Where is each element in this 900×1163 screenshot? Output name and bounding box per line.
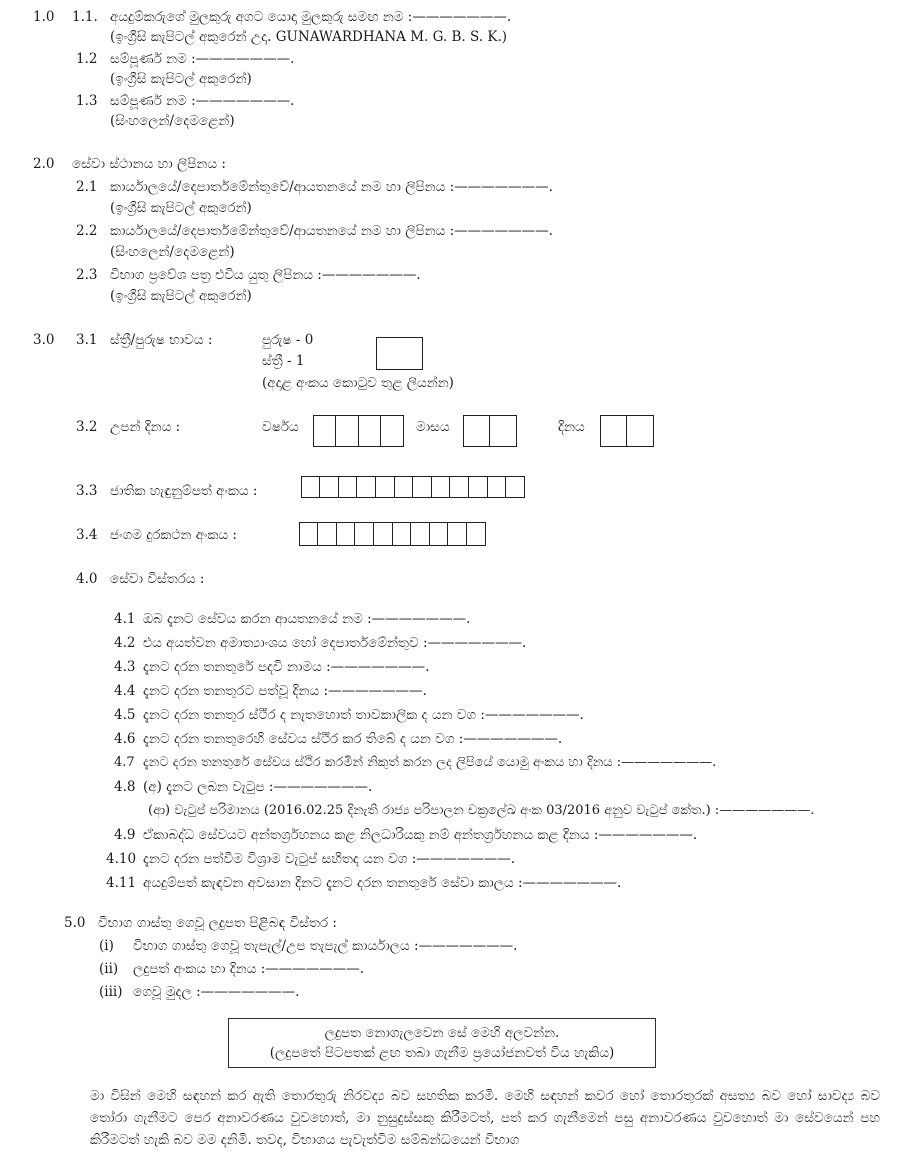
item-5-ii-text: ලදුපත් අංකය හා දිනය :———————. [133, 961, 365, 977]
item-1-1-text: අයදුම්කරුගේ මුලකුරු අගට යොදා මුලකුරු සමඟ නම :———————. [110, 9, 512, 25]
item-1-2-number: 1.2 [76, 51, 98, 67]
item-2-2-text: කාර්යාලයේ/දෙපාර්තමේන්තුවේ/ආයතනයේ නම හා ලිපිනය :———————. [110, 223, 553, 239]
digit-box[interactable] [489, 415, 517, 447]
digit-box[interactable] [431, 476, 451, 498]
receipt-paste-instruction: ලදුපත නොගැලවෙන සේ මෙහි අලවන්න. [324, 1025, 560, 1041]
item-2-1-number: 2.1 [76, 179, 98, 195]
digit-box[interactable] [335, 415, 359, 447]
digit-box[interactable] [336, 522, 356, 546]
item-2-1-note: (ඉංග්‍රීසි කැපිටල් අකුරෙන්) [110, 200, 252, 216]
item-4-8-number: 4.8 [114, 779, 136, 795]
digit-box[interactable] [354, 522, 374, 546]
digit-box[interactable] [447, 522, 467, 546]
digit-box[interactable] [600, 415, 628, 447]
item-1-2-text: සම්පූර්ණ නම :———————. [110, 51, 295, 67]
digit-box[interactable] [463, 415, 491, 447]
digit-box[interactable] [356, 476, 376, 498]
item-2-3-number: 2.3 [76, 267, 98, 283]
item-4-10-text: දැනට දරන පත්වීම විශ්‍රාම වැටුප් සහිතද යන වග :———————. [143, 851, 516, 867]
item-1-1-number: 1.1. [72, 9, 98, 25]
item-2-2-note: (සිංහලෙන්/දෙමළෙන්) [110, 244, 235, 260]
digit-box[interactable] [338, 476, 358, 498]
gender-code-box[interactable] [376, 337, 423, 370]
item-3-4-number: 3.4 [76, 527, 98, 543]
item-4-3-number: 4.3 [114, 659, 136, 675]
digit-box[interactable] [487, 476, 507, 498]
digit-box[interactable] [375, 476, 395, 498]
digit-box[interactable] [380, 415, 404, 447]
item-4-6-number: 4.6 [114, 731, 136, 747]
item-5-i-text: විභාග ගාස්තු ගෙවූ තැපැල්/උප තැපැල් කාර්යාලය :———————. [133, 938, 518, 954]
item-3-2-number: 3.2 [76, 419, 98, 435]
digit-box[interactable] [301, 476, 321, 498]
nic-label: ජාතික හැඳුනුම්පත් අංකය : [110, 483, 258, 499]
item-2-3-note: (ඉංග්‍රීසි කැපිටල් අකුරෙන්) [110, 288, 252, 304]
item-4-9-number: 4.9 [114, 827, 136, 843]
item-5-ii-number: (ii) [99, 961, 119, 977]
item-4-11-number: 4.11 [106, 875, 137, 891]
section-4-title: සේවා විස්තරය : [110, 571, 205, 587]
digit-box[interactable] [449, 476, 469, 498]
item-2-1-text: කාර්යාලයේ/දෙපාර්තමේන්තුවේ/ආයතනයේ නම හා ලිපිනය :———————. [110, 179, 553, 195]
receipt-copy-note: (ලදුපතේ පිටපතක් ළඟ තබා ගැනීම ප්‍රයෝජනවත් විය හැකිය) [269, 1045, 615, 1061]
gender-box-note: (අදාළ අංකය කොටුව තුළ ලියන්න) [262, 375, 454, 391]
gender-label: ස්ත්‍රී/පුරුෂ භාවය : [110, 332, 213, 348]
item-1-3-number: 1.3 [76, 93, 98, 109]
item-1-1-note: (ඉංග්‍රීසි කැපිටල් අකුරෙන් උදා. GUNAWARDHANA M. G. B. S. K.) [110, 29, 507, 45]
digit-box[interactable] [392, 522, 412, 546]
item-4-1-text: ඔබ දැනට සේවය කරන ආයතනයේ නම :———————. [143, 611, 471, 627]
digit-box[interactable] [466, 522, 486, 546]
digit-box[interactable] [412, 476, 432, 498]
item-1-3-note: (සිංහලෙන්/දෙමළෙන්) [110, 113, 235, 129]
birth-month-boxes[interactable] [464, 415, 517, 447]
digit-box[interactable] [373, 522, 393, 546]
item-2-2-number: 2.2 [76, 223, 98, 239]
item-4-5-number: 4.5 [114, 707, 136, 723]
item-3-1-number: 3.1 [76, 332, 98, 348]
item-4-6-text: දැනට දරන තනතුරෙහි සේවය ස්ථිර කර තිබේ ද යන වග :———————. [143, 731, 563, 747]
item-4-8a-text: (අ) දැනට ලබන වැටුප :———————. [143, 779, 373, 795]
item-4-2-number: 4.2 [114, 635, 136, 651]
nic-boxes[interactable] [302, 476, 525, 498]
digit-box[interactable] [505, 476, 525, 498]
section-2-title: සේවා ස්ථානය හා ලිපිනය : [72, 156, 226, 172]
digit-box[interactable] [313, 415, 337, 447]
mobile-label: ජංගම දුරකථන අංකය : [110, 527, 237, 543]
section-2-number: 2.0 [33, 156, 55, 172]
item-1-3-text: සම්පූර්ණ නම :———————. [110, 93, 295, 109]
item-4-4-number: 4.4 [114, 683, 136, 699]
birth-year-boxes[interactable] [314, 415, 404, 447]
birth-year-label: වර්ෂය [262, 419, 299, 435]
item-4-1-number: 4.1 [114, 611, 136, 627]
item-4-3-text: දැනට දරන තනතුරේ පදවි නාමය :———————. [143, 659, 430, 675]
mobile-boxes[interactable] [300, 522, 486, 546]
section-3-number: 3.0 [33, 332, 55, 348]
digit-box[interactable] [410, 522, 430, 546]
item-4-7-text: දැනට දරන තනතුරේ සේවය ස්ථිර කරමින් නිකුත් කරන ලද ලිපියේ යොමු අංකය හා දිනය :———————. [143, 755, 717, 770]
digit-box[interactable] [394, 476, 414, 498]
digit-box[interactable] [299, 522, 319, 546]
item-3-3-number: 3.3 [76, 483, 98, 499]
declaration-paragraph: මා විසින් මෙහි සඳහන් කර ඇති තොරතුරු නිරවද්‍ය බව සහතික කරමි. මෙහි සඳහන් කවර හෝ තොරතුරක් අසත්‍ය බව හෝ සාවද්‍ය බව තෝරා ගැනීමට පෙර අනාවරණය වුවහොත්, මා නුසුදුස්සකු කිරීමටත්, පත් කර ගැනීමෙන් පසු අනාවරණය වුවහොත් මා සේවයෙන් පහ කිරීමටත් හැකි බව මම දනිමි. තවද, විභාගය පැවැත්වීම සම්බන්ධයෙන් විභාග [90, 1088, 880, 1148]
digit-box[interactable] [319, 476, 339, 498]
section-4-number: 4.0 [76, 571, 98, 587]
item-5-i-number: (i) [99, 938, 114, 954]
section-1-number: 1.0 [33, 9, 55, 25]
digit-box[interactable] [358, 415, 382, 447]
digit-box[interactable] [626, 415, 654, 447]
item-4-5-text: දැනට දරන තනතුර ස්ථිර ද නැතහොත් තාවකාලික ද යන වග :———————. [143, 707, 584, 723]
item-5-iii-text: ගෙවූ මුදල :———————. [133, 984, 300, 1000]
digit-box[interactable] [468, 476, 488, 498]
item-1-2-note: (ඉංග්‍රීසි කැපිටල් අකුරෙන්) [110, 71, 252, 87]
birth-day-boxes[interactable] [601, 415, 654, 447]
item-4-11-text: අයදුම්පත් කැඳවන අවසාන දිනට දැනට දරන තනතුරේ සේවා කාලය :———————. [143, 875, 622, 891]
gender-male-code: පුරුෂ - 0 [262, 332, 314, 348]
item-4-8b-text: (ආ) වැටුප් පරිමානය (2016.02.25 දිනැති රාජ්‍ය පරිපාලන චක්‍රලේඛ අංක 03/2016 අනුව වැටුප් කේත.) :———————. [148, 803, 815, 818]
item-4-10-number: 4.10 [106, 851, 137, 867]
item-4-4-text: දැනට දරන තනතුරට පත්වූ දිනය :———————. [143, 683, 427, 699]
birth-month-label: මාසය [416, 419, 450, 435]
birth-date-label: උපන් දිනය : [110, 419, 181, 435]
digit-box[interactable] [317, 522, 337, 546]
section-5-title: විභාග ගාස්තු ගෙවූ ලදුපත පිළිබඳ විස්තර : [98, 915, 337, 931]
item-5-iii-number: (iii) [99, 984, 123, 1000]
item-4-7-number: 4.7 [114, 755, 135, 770]
birth-day-label: දිනය [558, 419, 585, 435]
digit-box[interactable] [429, 522, 449, 546]
item-2-3-text: විභාග ප්‍රවේශ පත්‍ර එවිය යුතු ලිපිනය :———————. [110, 267, 421, 283]
receipt-paste-box [228, 1018, 656, 1068]
item-4-2-text: එය අයත්වන අමාත්‍යාංශය හෝ දෙපාර්තමේන්තුව :———————. [143, 635, 527, 651]
item-4-9-text: ඒකාබද්ධ සේවයට අන්තර්ග්‍රහනය කළ නිලධාරියකු නම් අන්තර්ග්‍රහනය කළ දිනය :———————. [143, 827, 698, 843]
section-5-number: 5.0 [64, 915, 86, 931]
gender-female-code: ස්ත්‍රී - 1 [262, 353, 305, 369]
